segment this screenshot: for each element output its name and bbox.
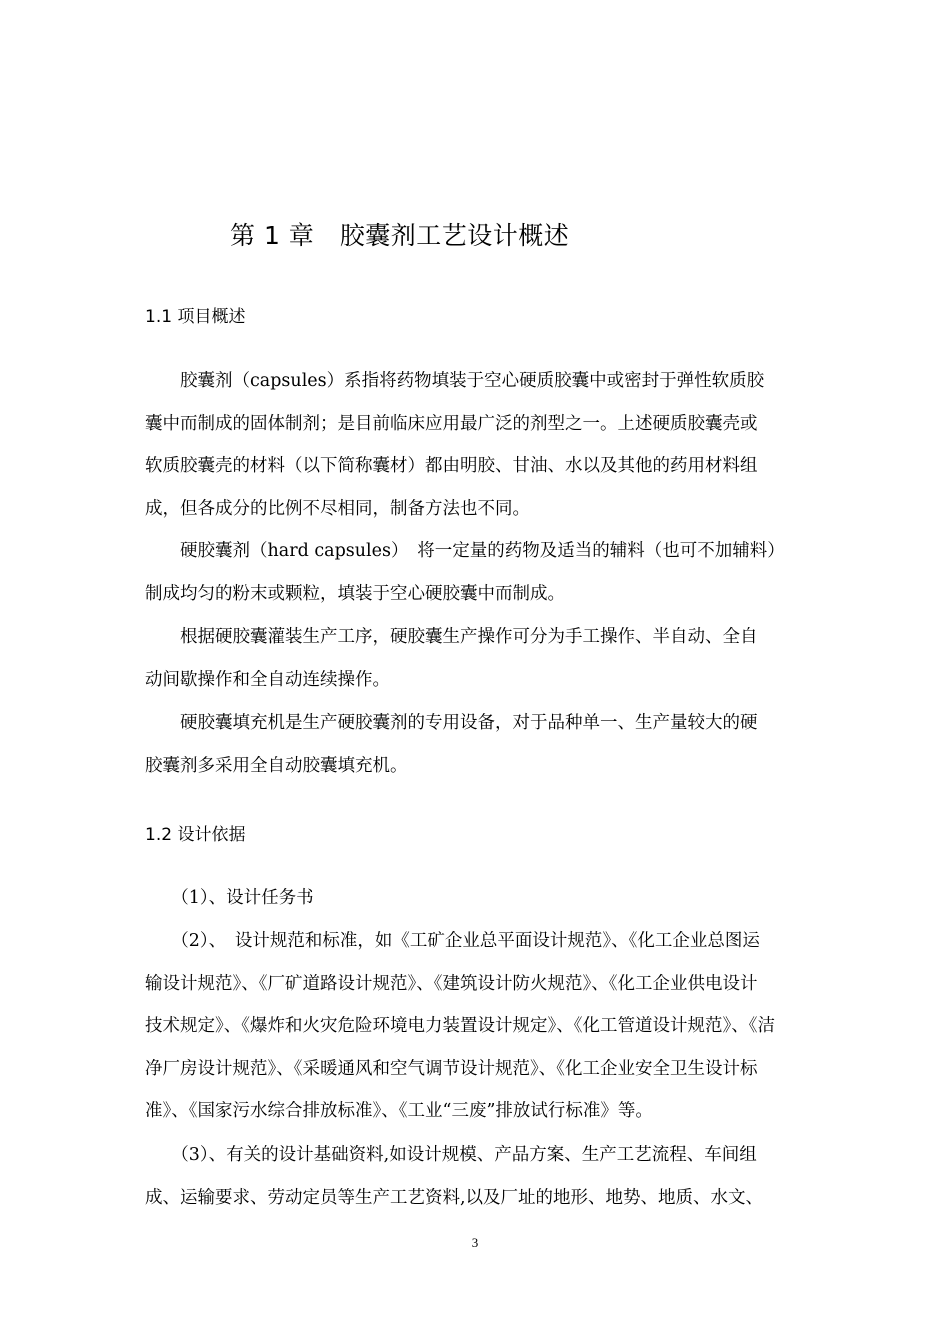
text-line: 动间歇操作和全自动连续操作。 — [145, 669, 390, 690]
text-line: 胶囊剂多采用全自动胶囊填充机。 — [145, 755, 408, 776]
page-number: 3 — [471, 1235, 479, 1250]
text-line: 成，但各成分的比例不尽相同，制备方法也不同。 — [145, 498, 530, 519]
chapter-title: 第 1 章 胶囊剂工艺设计概述 — [230, 221, 570, 250]
paragraph-basis-2 — [145, 920, 813, 1133]
paragraph-filling-machine — [145, 702, 813, 787]
section-heading-1-1: 1.1 项目概述 — [145, 307, 246, 327]
text-line: 输设计规范》、《厂矿道路设计规范》、《建筑设计防火规范》、《化工企业供电设计 — [145, 973, 758, 994]
text-line: 硬胶囊剂（hard capsules） 将一定量的药物及适当的辅料（也可不加辅料） — [145, 541, 785, 561]
text-line: 制成均匀的粉末或颗粒，填装于空心硬胶囊中而制成。 — [145, 583, 565, 604]
text-line: （1）、设计任务书 — [145, 888, 314, 908]
text-line: 净厂房设计规范》、《采暖通风和空气调节设计规范》、《化工企业安全卫生设计标 — [145, 1058, 758, 1079]
section-heading-1-2: 1.2 设计依据 — [145, 825, 246, 845]
text-line: （2）、 设计规范和标准，如《工矿企业总平面设计规范》、《化工企业总图运 — [145, 931, 760, 951]
text-line: （3）、有关的设计基础资料,如设计规模、产品方案、生产工艺流程、车间组 — [145, 1145, 757, 1165]
text-line: 胶囊剂（capsules）系指将药物填装于空心硬质胶囊中或密封于弹性软质胶 — [145, 371, 765, 391]
paragraph-basis-1 — [145, 877, 813, 920]
paragraph-basis-3 — [145, 1134, 813, 1219]
text-line: 技术规定》、《爆炸和火灾危险环境电力装置设计规定》、《化工管道设计规范》、《洁 — [145, 1016, 775, 1036]
text-line: 根据硬胶囊灌装生产工序，硬胶囊生产操作可分为手工操作、半自动、全自 — [145, 627, 758, 647]
text-line: 囊中而制成的固体制剂；是目前临床应用最广泛的剂型之一。上述硬质胶囊壳或 — [145, 413, 758, 434]
text-line: 成、运输要求、劳动定员等生产工艺资料,以及厂址的地形、地势、地质、水文、 — [145, 1187, 764, 1208]
text-line: 准》、《国家污水综合排放标准》、《工业“三废”排放试行标准》等。 — [145, 1101, 653, 1121]
paragraph-hard-capsules — [145, 530, 813, 615]
text-line: 软质胶囊壳的材料（以下简称囊材）都由明胶、甘油、水以及其他的药用材料组 — [145, 456, 758, 476]
text-line: 硬胶囊填充机是生产硬胶囊剂的专用设备，对于品种单一、生产量较大的硬 — [145, 713, 758, 733]
paragraph-capsules-definition — [145, 360, 813, 530]
paragraph-filling-process — [145, 616, 813, 701]
